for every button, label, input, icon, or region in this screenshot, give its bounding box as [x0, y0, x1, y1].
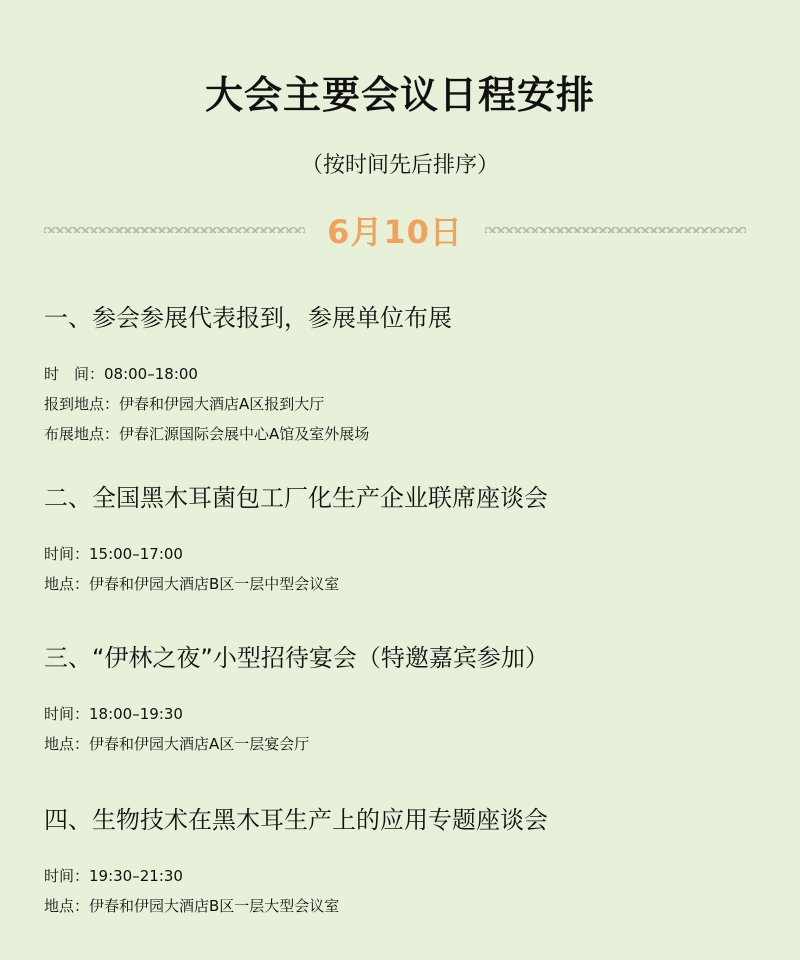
- section-detail-location: 地点：伊春和伊园大酒店B区一层中型会议室: [44, 575, 340, 593]
- section-detail-time: 时间：18:00–19:30: [44, 705, 183, 723]
- section-detail-time: 时间：15:00–17:00: [44, 545, 183, 563]
- section-detail-location: 布展地点：伊春汇源国际会展中心A馆及室外展场: [44, 425, 370, 443]
- section-title: 一、参会参展代表报到，参展单位布展: [44, 304, 452, 332]
- decorative-divider-right: [485, 227, 746, 233]
- schedule-section: [44, 298, 764, 449]
- section-title: 三、“伊林之夜”小型招待宴会（特邀嘉宾参加）: [44, 644, 549, 672]
- decorative-divider-left: [44, 227, 305, 233]
- page-subtitle: （按时间先后排序）: [300, 153, 499, 178]
- date-heading: 6月10日: [327, 213, 463, 251]
- section-detail-time: 时 间：08:00–18:00: [44, 365, 198, 383]
- section-title: 二、全国黑木耳菌包工厂化生产企业联席座谈会: [44, 484, 548, 512]
- section-detail-location: 地点：伊春和伊园大酒店A区一层宴会厅: [44, 735, 310, 753]
- schedule-section: [44, 638, 764, 759]
- section-title: 四、生物技术在黑木耳生产上的应用专题座谈会: [44, 806, 548, 834]
- schedule-section: [44, 800, 764, 921]
- schedule-section: [44, 478, 764, 599]
- section-detail-location: 地点：伊春和伊园大酒店B区一层大型会议室: [44, 897, 340, 915]
- section-detail-time: 时间：19:30–21:30: [44, 867, 183, 885]
- date-header: [44, 208, 746, 252]
- section-detail-location: 报到地点：伊春和伊园大酒店A区报到大厅: [44, 395, 325, 413]
- page-title: 大会主要会议日程安排: [204, 73, 595, 117]
